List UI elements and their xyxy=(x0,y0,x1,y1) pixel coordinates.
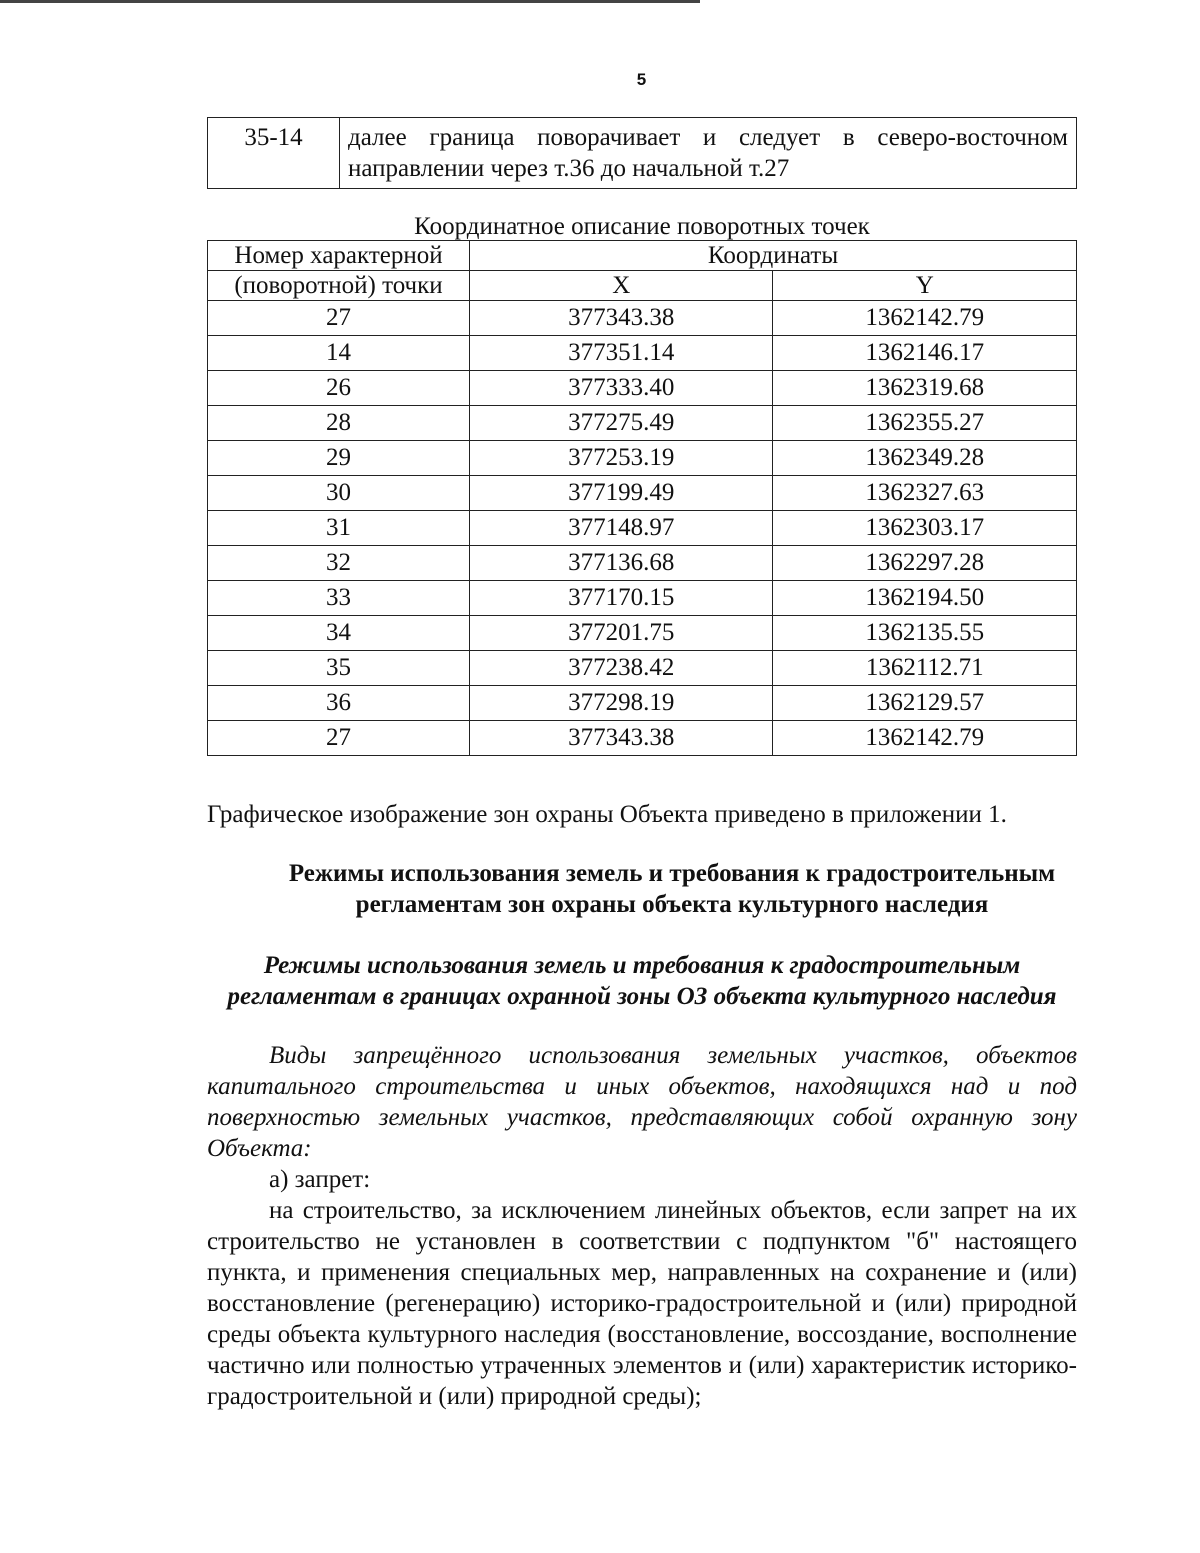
table-row xyxy=(208,301,1077,336)
header-point-number: Номер характерной xyxy=(208,241,470,271)
table-row xyxy=(208,651,1077,686)
prohibited-uses-intro: Виды запрещённого использования земельных участков, объектов капитального строительства и иных объектов, находящихся над и под поверхностью земельных участков, представляющих собой охранную зону Объекта: xyxy=(207,1042,1077,1162)
segment-description: далее граница поворачивает и следует в северо-восточном направлении через т.36 до начальной т.27 xyxy=(340,118,1077,189)
x-coordinate-cell: 377148.97 xyxy=(470,511,773,546)
point-number-cell: 32 xyxy=(208,546,470,581)
y-coordinate-cell: 1362129.57 xyxy=(773,686,1077,721)
y-coordinate-cell: 1362355.27 xyxy=(773,406,1077,441)
section-heading-line: регламентам зон охраны объекта культурного наследия xyxy=(355,891,989,918)
x-coordinate-cell: 377275.49 xyxy=(470,406,773,441)
y-coordinate-cell: 1362349.28 xyxy=(773,441,1077,476)
x-coordinate-cell: 377199.49 xyxy=(470,476,773,511)
point-number-cell: 35 xyxy=(208,651,470,686)
table-row xyxy=(208,616,1077,651)
item-a-text: на строительство, за исключением линейных объектов, если запрет на их строительство не установлен в соответствии с подпунктом "б" настоящего пункта, и применения специальных мер, направленных на сохранение и (или) восстановление (регенерацию) историко-градостроительной и (или) природной среды объекта культурного наследия (восстановление, воссоздание, восполнение частично или полностью утраченных элементов и (или) характеристик историко-градостроительной и (или) природной среды); xyxy=(207,1197,1077,1410)
point-number-cell: 27 xyxy=(208,301,470,336)
scan-edge-line xyxy=(0,0,700,3)
x-coordinate-cell: 377333.40 xyxy=(470,371,773,406)
x-coordinate-cell: 377201.75 xyxy=(470,616,773,651)
table-row xyxy=(208,476,1077,511)
point-number-cell: 14 xyxy=(208,336,470,371)
header-coordinates: Координаты xyxy=(470,241,1077,271)
point-number-cell: 30 xyxy=(208,476,470,511)
x-coordinate-cell: 377343.38 xyxy=(470,721,773,756)
x-coordinate-cell: 377351.14 xyxy=(470,336,773,371)
y-coordinate-cell: 1362146.17 xyxy=(773,336,1077,371)
table-row xyxy=(208,336,1077,371)
item-a-label: а) запрет: xyxy=(269,1166,371,1193)
x-coordinate-cell: 377238.42 xyxy=(470,651,773,686)
point-number-cell: 26 xyxy=(208,371,470,406)
section-heading-line: Режимы использования земель и требования к градостроительным xyxy=(288,860,1056,887)
y-coordinate-cell: 1362194.50 xyxy=(773,581,1077,616)
coordinates-caption: Координатное описание поворотных точек xyxy=(414,213,870,240)
point-number-cell: 34 xyxy=(208,616,470,651)
table-row xyxy=(208,511,1077,546)
segment-table xyxy=(207,117,1077,189)
page-number: 5 xyxy=(636,70,647,89)
x-coordinate-cell: 377170.15 xyxy=(470,581,773,616)
x-coordinate-cell: 377298.19 xyxy=(470,686,773,721)
point-number-cell: 31 xyxy=(208,511,470,546)
segment-code: 35-14 xyxy=(208,118,340,189)
y-coordinate-cell: 1362135.55 xyxy=(773,616,1077,651)
section-heading xyxy=(207,858,1077,920)
table-row xyxy=(208,686,1077,721)
table-row xyxy=(208,406,1077,441)
table-row xyxy=(208,371,1077,406)
y-coordinate-cell: 1362142.79 xyxy=(773,721,1077,756)
x-coordinate-cell: 377343.38 xyxy=(470,301,773,336)
graphic-reference-paragraph: Графическое изображение зон охраны Объекта приведено в приложении 1. xyxy=(207,801,1007,828)
table-row xyxy=(208,721,1077,756)
x-coordinate-cell: 377253.19 xyxy=(470,441,773,476)
table-row xyxy=(208,441,1077,476)
y-coordinate-cell: 1362297.28 xyxy=(773,546,1077,581)
table-row xyxy=(208,581,1077,616)
point-number-cell: 28 xyxy=(208,406,470,441)
point-number-cell: 36 xyxy=(208,686,470,721)
header-x: X xyxy=(470,271,773,301)
point-number-cell: 33 xyxy=(208,581,470,616)
y-coordinate-cell: 1362327.63 xyxy=(773,476,1077,511)
subsection-heading: Режимы использования земель и требования к градостроительным регламентам в границах охранной зоны ОЗ объекта культурного наследия xyxy=(227,952,1057,1010)
table-row xyxy=(208,546,1077,581)
y-coordinate-cell: 1362112.71 xyxy=(773,651,1077,686)
point-number-cell: 27 xyxy=(208,721,470,756)
point-number-cell: 29 xyxy=(208,441,470,476)
body-text xyxy=(207,1040,1077,1412)
header-point-number-cont: (поворотной) точки xyxy=(208,271,470,301)
segment-row xyxy=(208,118,1077,189)
coordinates-table xyxy=(207,240,1077,756)
x-coordinate-cell: 377136.68 xyxy=(470,546,773,581)
y-coordinate-cell: 1362303.17 xyxy=(773,511,1077,546)
y-coordinate-cell: 1362142.79 xyxy=(773,301,1077,336)
header-y: Y xyxy=(773,271,1077,301)
y-coordinate-cell: 1362319.68 xyxy=(773,371,1077,406)
